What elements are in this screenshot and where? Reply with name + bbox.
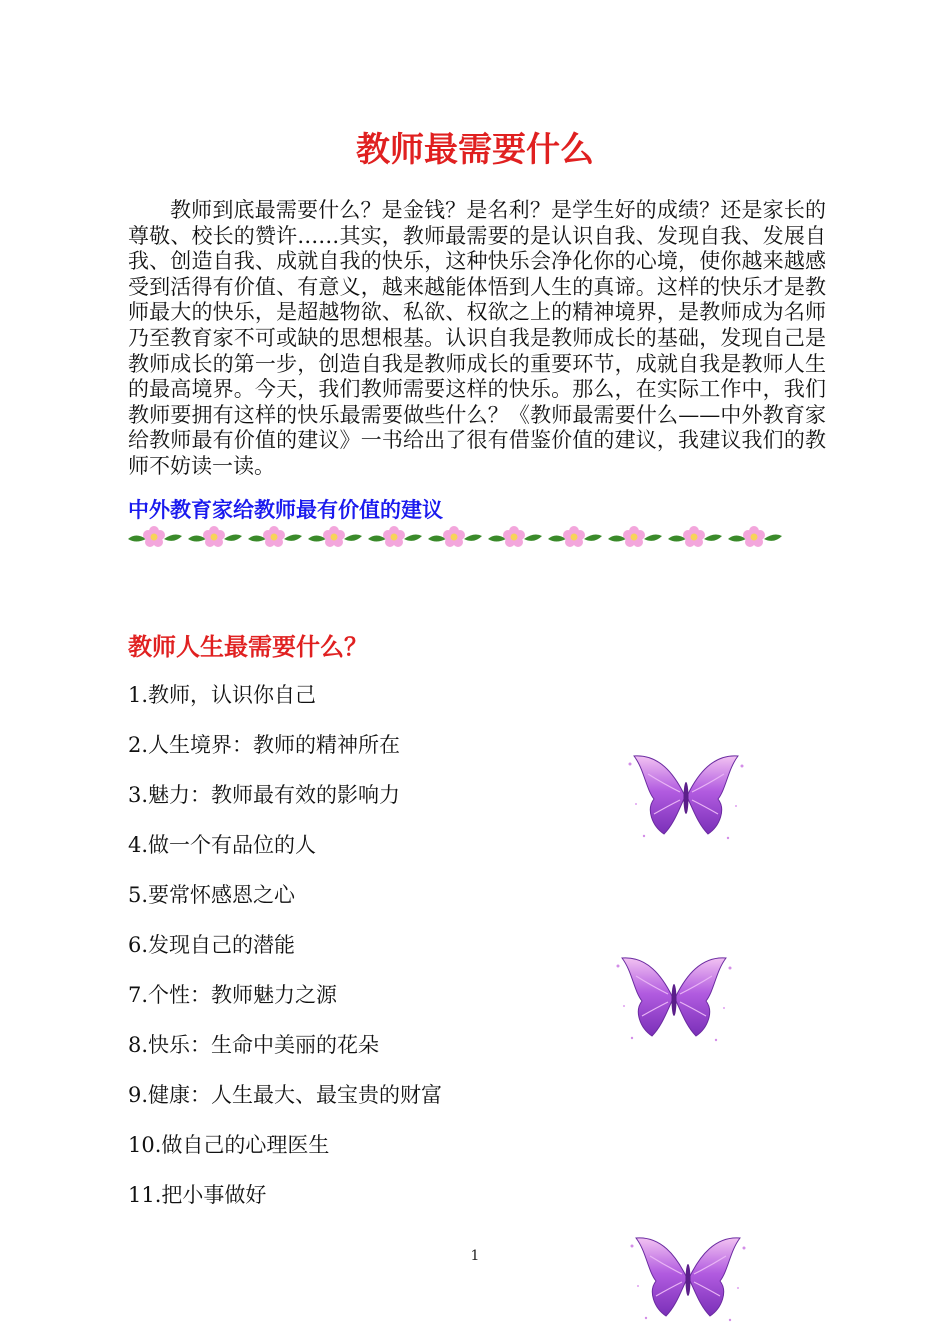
butterfly-icon <box>626 1226 750 1326</box>
document-title: 教师最需要什么 <box>356 130 594 170</box>
list-item: 3.魅力：教师最有效的影响力 <box>128 783 401 807</box>
list-item: 9.健康：人生最大、最宝贵的财富 <box>128 1083 443 1107</box>
intro-paragraph: 教师到底最需要什么？是金钱？是名利？是学生好的成绩？还是家长的尊敬、校长的赞许……其实，教师最需要的是认识自我、发现自我、发展自我、创造自我、成就自我的快乐，这种快乐会净化你的心境，使你越来越感受到活得有价值、有意义，越来越能体悟到人生的真谛。这样的快乐才是教师最大的快乐，是超越物欲、私欲、权欲之上的精神境界，是教师成为名师乃至教育家不可或缺的思想根基。认识自我是教师成长的基础，发现自己是教师成长的第一步，创造自我是教师成长的重要环节，成就自我是教师人生的最高境界。今天，我们教师需要这样的快乐。那么，在实际工作中，我们教师要拥有这样的快乐最需要做些什么？《教师最需要什么——中外教育家给教师最有价值的建议》一书给出了很有借鉴价值的建议，我建议我们的教师不妨读一读。 <box>128 198 826 478</box>
list-item: 1.教师，认识你自己 <box>128 683 317 707</box>
list-item: 8.快乐：生命中美丽的花朵 <box>128 1033 380 1057</box>
page-number: 1 <box>470 1248 480 1264</box>
section-heading: 教师人生最需要什么？ <box>128 633 368 661</box>
list-item: 6.发现自己的潜能 <box>128 933 296 957</box>
list-item: 4.做一个有品位的人 <box>128 833 317 857</box>
toc-list <box>128 678 442 1228</box>
flower-divider-icon <box>126 524 796 550</box>
list-item: 5.要常怀感恩之心 <box>128 883 296 907</box>
butterfly-icon <box>624 744 748 844</box>
butterfly-icon <box>612 946 736 1046</box>
list-item: 10.做自己的心理医生 <box>128 1133 330 1157</box>
list-item: 7.个性：教师魅力之源 <box>128 983 338 1007</box>
list-item: 2.人生境界：教师的精神所在 <box>128 733 401 757</box>
list-item: 11.把小事做好 <box>128 1183 267 1207</box>
subtitle: 中外教育家给教师最有价值的建议 <box>128 498 443 522</box>
